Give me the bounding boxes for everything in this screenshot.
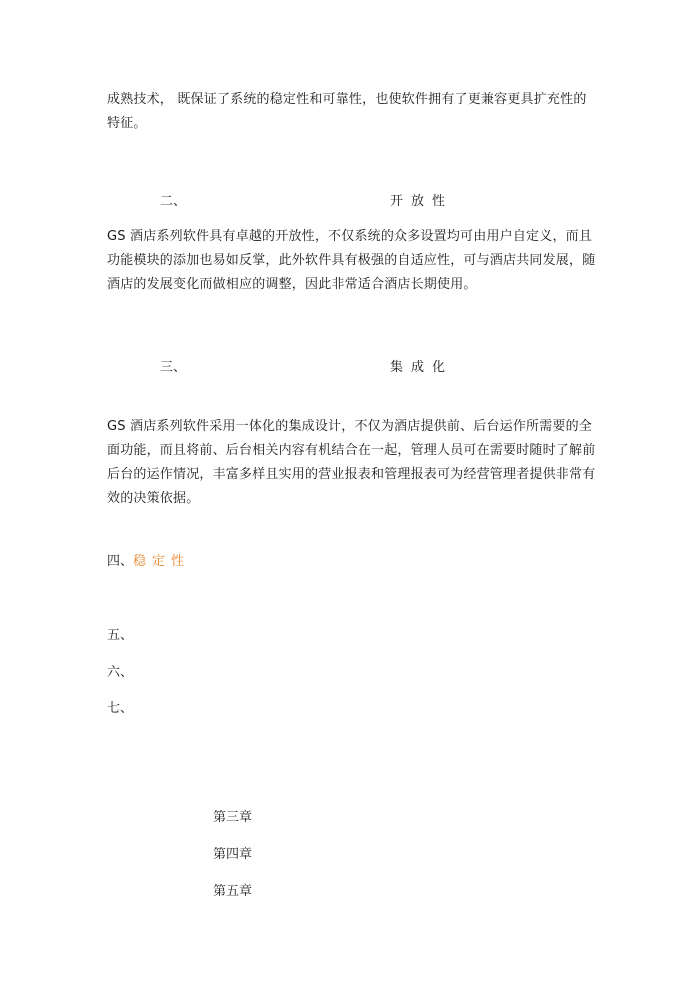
section-number: 二、 [160,194,187,209]
section-heading-integration [0,356,700,376]
section-title: 开放性 [390,194,454,209]
section-number-seven: 七、 [107,701,134,716]
section-number-five: 五、 [107,628,134,643]
chapter-four: 第四章 [213,847,253,862]
section-number: 四、 [107,554,134,569]
paragraph-integration: GS 酒店系列软件采用一体化的集成设计，不仅为酒店提供前、后台运作所需要的全面功能，而且将前、后台相关内容有机结合在一起，管理人员可在需要时随时了解前后台的运作情况，丰富多样且实用的营业报表和管理报表可为经营管理者提供非常有效的决策依据。 [107,419,596,506]
chapter-five: 第五章 [213,884,253,899]
section-heading-openness [0,190,700,210]
section-title: 集成化 [390,360,454,375]
paragraph-openness: GS 酒店系列软件具有卓越的开放性，不仅系统的众多设置均可由用户自定义，而且功能模块的添加也易如反掌，此外软件具有极强的自适应性，可与酒店共同发展，随酒店的发展变化而做相应的调整，因此非常适合酒店长期使用。 [107,229,596,292]
section-heading-stability [107,550,190,569]
section-number: 三、 [160,360,187,375]
paragraph-intro-continuation: 成熟技术， 既保证了系统的稳定性和可靠性，也使软件拥有了更兼容更具扩充性的特征。 [107,92,587,131]
section-number-six: 六、 [107,665,134,680]
section-title-accent: 稳定性 [133,554,191,569]
chapter-three: 第三章 [213,810,253,825]
